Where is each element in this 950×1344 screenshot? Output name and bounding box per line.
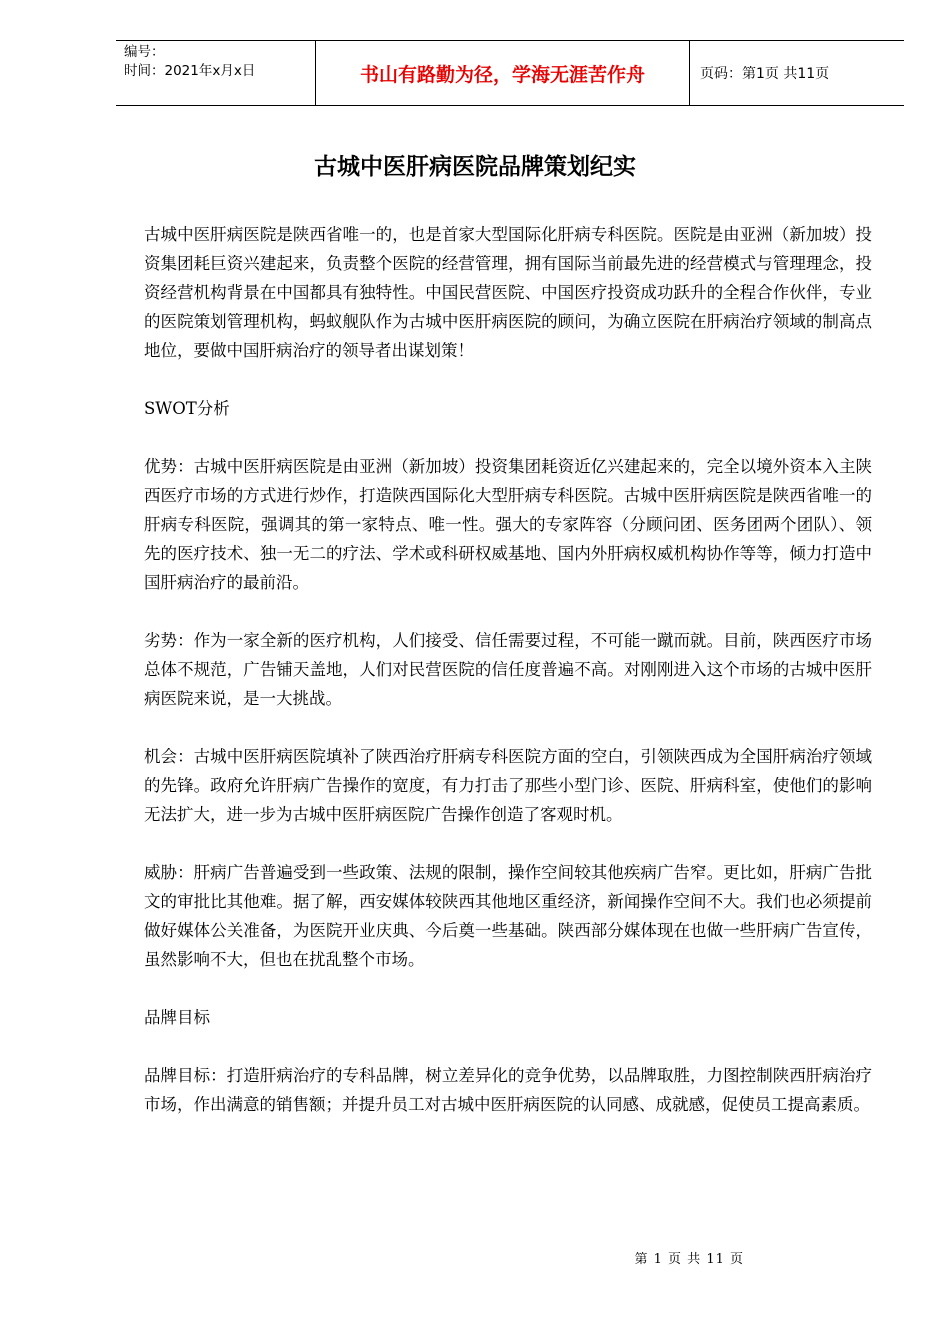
strengths-paragraph: 优势：古城中医肝病医院是由亚洲（新加坡）投资集团耗资近亿兴建起来的，完全以境外资本入主陕西医疗市场的方式进行炒作，打造陕西国际化大型肝病专科医院。古城中医肝病医院是陕西省唯一的肝病专科医院，强调其的第一家特点、唯一性。强大的专家阵容（分顾问团、医务团两个团队）、领先的医疗技术、独一无二的疗法、学术或科研权威基地、国内外肝病权威机构协作等等，倾力打造中国肝病治疗的最前沿。 [144, 457, 872, 592]
header-motto: 书山有路勤为径，学海无涯苦作舟 [316, 41, 690, 105]
intro-paragraph: 古城中医肝病医院是陕西省唯一的，也是首家大型国际化肝病专科医院。医院是由亚洲（新加坡）投资集团耗巨资兴建起来，负责整个医院的经营管理，拥有国际当前最先进的经营模式与管理理念，投资经营机构背景在中国都具有独特性。中国民营医院、中国医疗投资成功跃升的全程合作伙伴，专业的医院策划管理机构，蚂蚁舰队作为古城中医肝病医院的顾问，为确立医院在肝病治疗领域的制高点地位，要做中国肝病治疗的领导者出谋划策！ [144, 225, 872, 360]
document-title: 古城中医肝病医院品牌策划纪实 [314, 154, 636, 180]
page-header [116, 40, 904, 106]
opportunities-paragraph: 机会：古城中医肝病医院填补了陕西治疗肝病专科医院方面的空白，引领陕西成为全国肝病治疗领域的先锋。政府允许肝病广告操作的宽度，有力打击了那些小型门诊、医院、肝病科室，使他们的影响无法扩大，进一步为古城中医肝病医院广告操作创造了客观时机。 [144, 747, 872, 824]
weaknesses-paragraph: 劣势：作为一家全新的医疗机构，人们接受、信任需要过程，不可能一蹴而就。目前，陕西医疗市场总体不规范，广告铺天盖地，人们对民营医院的信任度普遍不高。对刚刚进入这个市场的古城中医肝病医院来说，是一大挑战。 [144, 631, 872, 708]
swot-heading: SWOT分析 [144, 399, 230, 418]
brand-goal-heading: 品牌目标 [144, 1008, 210, 1027]
document-number-label: 编号： [124, 44, 165, 60]
document-body [144, 220, 872, 1148]
header-meta [116, 41, 316, 105]
page-footer: 第 1 页 共 11 页 [634, 1252, 744, 1267]
header-page-info: 页码：第1页 共11页 [700, 66, 830, 82]
brand-goal-paragraph: 品牌目标：打造肝病治疗的专科品牌，树立差异化的竞争优势，以品牌取胜，力图控制陕西肝病治疗市场，作出满意的销售额；并提升员工对古城中医肝病医院的认同感、成就感，促使员工提高素质。 [144, 1066, 872, 1114]
document-time-label: 时间：2021年x月x日 [124, 63, 256, 79]
threats-paragraph: 威胁：肝病广告普遍受到一些政策、法规的限制，操作空间较其他疾病广告窄。更比如，肝病广告批文的审批比其他难。据了解，西安媒体较陕西其他地区重经济，新闻操作空间不大。我们也必须提前做好媒体公关准备，为医院开业庆典、今后奠一些基础。陕西部分媒体现在也做一些肝病广告宣传，虽然影响不大，但也在扰乱整个市场。 [144, 863, 872, 969]
